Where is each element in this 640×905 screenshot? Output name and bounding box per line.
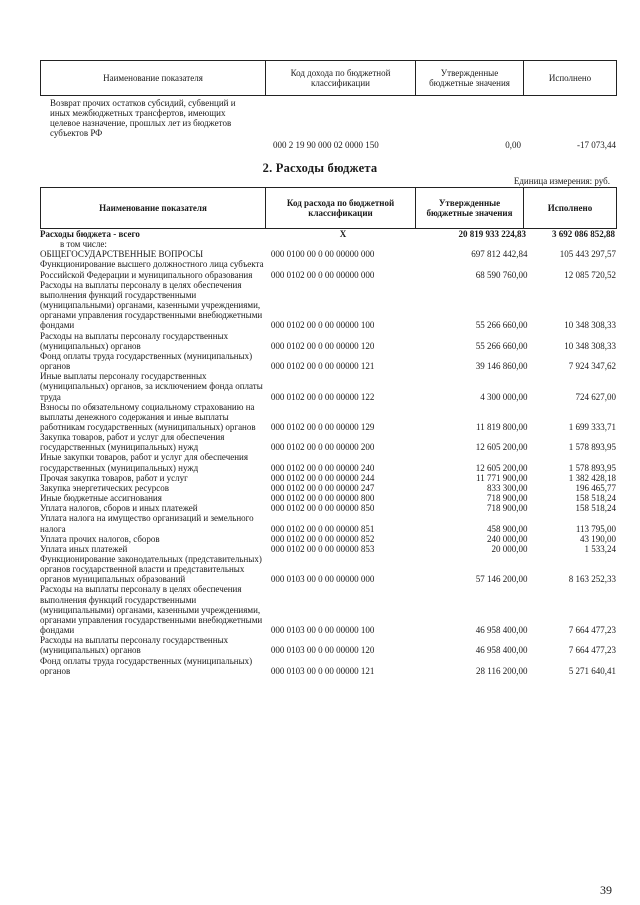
table-row: [40, 473, 616, 483]
row-approved: 718 900,00: [486, 493, 528, 504]
row-approved: 4 300 000,00: [480, 391, 528, 402]
row-approved: 55 266 660,00: [475, 340, 528, 351]
row-name: Взносы по обязательному социальному страхованию на выплаты денежного содержания и иные выплаты работникам государственных (муниципальных) органов: [40, 401, 256, 432]
row-executed: 724 627,00: [575, 391, 616, 402]
row-executed: 10 348 308,33: [564, 320, 616, 331]
row-code: 000 0102 00 0 00 00000 850: [270, 503, 375, 514]
row-approved: 46 958 400,00: [475, 645, 528, 656]
header-approved: Утвержденные бюджетные значения: [416, 188, 524, 229]
row-approved: 0,00: [505, 140, 521, 150]
table-row: [40, 371, 616, 401]
row-executed: 158 518,24: [575, 493, 616, 504]
row-name: Закупка товаров, работ и услуг для обеспечения государственных (муниципальных) нужд: [40, 432, 225, 453]
header-executed: Исполнено: [524, 188, 617, 229]
row-executed: 1 382 428,18: [568, 472, 616, 483]
table-row: [40, 544, 616, 554]
table-row: [40, 513, 616, 533]
table-row: [40, 229, 616, 239]
row-approved: 28 116 200,00: [476, 665, 528, 676]
row-executed: 7 664 477,23: [568, 625, 616, 636]
income-continuation-row: [50, 98, 616, 150]
row-approved: 57 146 200,00: [475, 574, 528, 585]
row-name: Уплата налога на имущество организаций и земельного налога: [40, 513, 254, 534]
table-row: [40, 503, 616, 513]
row-name: Возврат прочих остатков субсидий, субвенций и иных межбюджетных трансфертов, имеющих целевое назначение, прошлых лет из бюджетов субъектов РФ: [50, 98, 236, 138]
row-code: 000 0102 00 0 00 00000 000: [270, 269, 375, 280]
row-executed: 5 271 640,41: [568, 665, 616, 676]
row-approved: 458 900,00: [486, 523, 528, 534]
row-code: 000 0103 00 0 00 00000 120: [270, 645, 375, 656]
table-row: [40, 432, 616, 452]
row-executed: 7 664 477,23: [568, 645, 616, 656]
row-name: Иные выплаты персоналу государственных (муниципальных) органов, за исключением фонда оплаты труда: [40, 371, 263, 402]
row-name: Расходы на выплаты персоналу государственных (муниципальных) органов: [40, 330, 229, 351]
expenses-table-body: [40, 229, 616, 676]
row-code: 000 0103 00 0 00 00000 000: [270, 574, 375, 585]
row-approved: 240 000,00: [486, 533, 528, 544]
table-row: [40, 554, 616, 584]
row-name: Уплата налогов, сборов и иных платежей: [40, 503, 198, 514]
row-name: в том числе:: [60, 239, 107, 250]
row-approved: 11 771 900,00: [476, 472, 528, 483]
table-row: [40, 331, 616, 351]
header-code: Код расхода по бюджетной классификации: [266, 188, 416, 229]
header-name: Наименование показателя: [41, 188, 266, 229]
row-code: 000 0103 00 0 00 00000 121: [270, 665, 375, 676]
row-name: Функционирование законодательных (представительных) органов государственной власти и представительных органов муниципальных образований: [40, 554, 262, 585]
row-executed: -17 073,44: [577, 140, 616, 150]
row-executed: 10 348 308,33: [564, 340, 616, 351]
row-code: 000 0102 00 0 00 00000 129: [270, 421, 375, 432]
table-row: [40, 259, 616, 279]
row-code: 000 0102 00 0 00 00000 100: [270, 320, 375, 331]
table-row: [40, 402, 616, 432]
row-approved: 833 300,00: [486, 482, 528, 493]
row-approved: 20 819 933 224,83: [458, 229, 526, 239]
income-table-header: [40, 60, 617, 96]
row-code: 000 0103 00 0 00 00000 100: [270, 625, 375, 636]
table-row: [40, 584, 616, 635]
row-approved: 697 812 442,84: [471, 249, 528, 260]
row-code: X: [339, 229, 347, 239]
row-name: Расходы на выплаты персоналу в целях обеспечения выполнения функций государственными (муниципальными) органами, казенными учреждениями, органами управления государственными внебюджетными фондами: [40, 279, 263, 331]
row-approved: 20 000,00: [491, 543, 528, 554]
row-approved: 68 590 760,00: [475, 269, 528, 280]
table-row: [40, 249, 616, 259]
header-code: Код дохода по бюджетной классификации: [266, 61, 416, 96]
row-name: Прочая закупка товаров, работ и услуг: [40, 472, 188, 483]
row-executed: 3 692 086 852,88: [552, 229, 615, 239]
table-row: [40, 351, 616, 371]
expenses-table-header: [40, 187, 617, 229]
header-name: Наименование показателя: [41, 61, 266, 96]
table-row: [40, 452, 616, 472]
row-approved: 11 819 800,00: [476, 421, 528, 432]
row-executed: 8 163 252,33: [568, 574, 616, 585]
row-name: ОБЩЕГОСУДАРСТВЕННЫЕ ВОПРОСЫ: [40, 249, 204, 260]
row-executed: 43 190,00: [580, 533, 616, 544]
row-executed: 1 578 893,95: [568, 442, 616, 453]
row-executed: 7 924 347,62: [568, 361, 616, 372]
table-row: [40, 280, 616, 331]
row-name: Фонд оплаты труда государственных (муниципальных) органов: [40, 350, 253, 372]
row-approved: 39 146 860,00: [475, 361, 528, 372]
row-code: 000 0100 00 0 00 00000 000: [270, 249, 375, 260]
row-name: Расходы бюджета - всего: [40, 229, 140, 239]
row-name: Иные бюджетные ассигнования: [40, 493, 162, 504]
header-approved: Утвержденные бюджетные значения: [416, 61, 524, 96]
table-row: [40, 635, 616, 655]
table-row: [40, 493, 616, 503]
row-code: 000 2 19 90 000 02 0000 150: [273, 140, 379, 150]
row-name: Расходы на выплаты персоналу в целях обеспечения выполнения функций государственными (муниципальными) органами, казенными учреждениями, органами управления государственными внебюджетными фондами: [40, 584, 263, 636]
header-executed: Исполнено: [524, 61, 617, 96]
row-name: Функционирование высшего должностного лица субъекта Российской Федерации и муниципального образования: [40, 259, 264, 280]
row-executed: 158 518,24: [575, 503, 616, 514]
row-code: 000 0102 00 0 00 00000 120: [270, 340, 375, 351]
row-name: Иные закупки товаров, работ и услуг для обеспечения государственных (муниципальных) нужд: [40, 452, 248, 473]
row-code: 000 0102 00 0 00 00000 852: [270, 533, 375, 544]
row-approved: 55 266 660,00: [475, 320, 528, 331]
row-code: 000 0102 00 0 00 00000 853: [270, 543, 375, 554]
row-executed: 1 533,24: [584, 543, 616, 554]
row-code: 000 0102 00 0 00 00000 200: [270, 442, 375, 453]
row-name: Уплата иных платежей: [40, 543, 128, 554]
row-approved: 718 900,00: [486, 503, 528, 514]
row-name: Фонд оплаты труда государственных (муниципальных) органов: [40, 655, 253, 676]
row-approved: 12 605 200,00: [475, 442, 528, 453]
table-row: [40, 656, 616, 676]
row-code: 000 0102 00 0 00 00000 851: [270, 523, 375, 534]
row-executed: 105 443 297,57: [559, 249, 616, 260]
row-executed: 1 578 893,95: [568, 462, 616, 473]
table-row: [40, 534, 616, 544]
row-executed: 1 699 333,71: [568, 421, 616, 432]
row-name: Закупка энергетических ресурсов: [40, 482, 170, 493]
table-row: [40, 239, 616, 249]
row-code: 000 0102 00 0 00 00000 122: [270, 391, 375, 402]
table-row: [40, 483, 616, 493]
row-approved: 46 958 400,00: [475, 625, 528, 636]
row-executed: 113 795,00: [575, 523, 616, 534]
row-code: 000 0102 00 0 00 00000 240: [270, 462, 375, 473]
section-title: 2. Расходы бюджета: [262, 161, 378, 175]
row-code: 000 0102 00 0 00 00000 121: [270, 361, 375, 372]
row-code: 000 0102 00 0 00 00000 244: [270, 472, 375, 483]
row-name: Расходы на выплаты персоналу государственных (муниципальных) органов: [40, 635, 229, 656]
row-executed: 196 465,77: [575, 482, 616, 493]
unit-label: Единица измерения: руб.: [513, 176, 610, 186]
row-code: 000 0102 00 0 00 00000 800: [270, 493, 375, 504]
page-number: 39: [600, 883, 612, 897]
row-name: Уплата прочих налогов, сборов: [40, 533, 160, 544]
row-executed: 12 085 720,52: [564, 269, 616, 280]
row-code: 000 0102 00 0 00 00000 247: [270, 482, 375, 493]
row-approved: 12 605 200,00: [475, 462, 528, 473]
